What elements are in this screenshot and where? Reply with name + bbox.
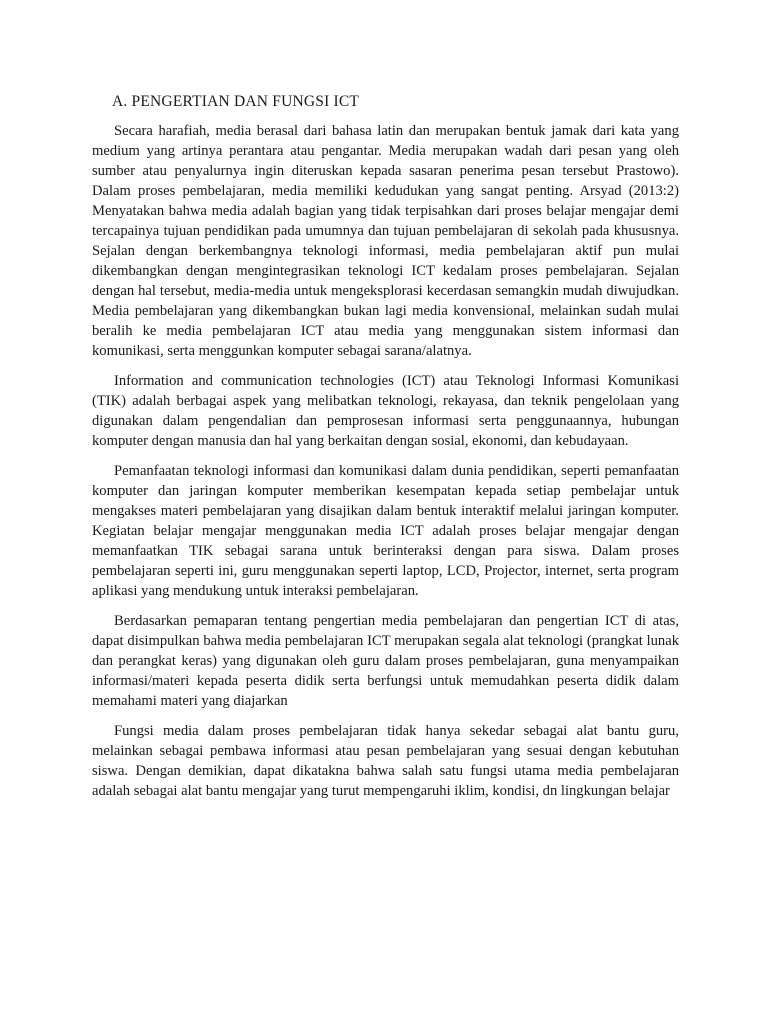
paragraph-definition-ict: Information and communication technologies (ICT) atau Teknologi Informasi Komunikasi (TIK) adalah berbagai aspek yang melibatkan teknologi, rekayasa, dan teknik pengelolaan yang digunakan dalam pengendalian dan pemprosesan informasi serta penggunaannya, hubungan komputer dengan manusia dan hal yang berkaitan dengan sosial, ekonomi, dan kebudayaan. — [92, 373, 679, 449]
paragraph-ict-in-education: Pemanfaatan teknologi informasi dan komunikasi dalam dunia pendidikan, seperti pemanfaatan komputer dan jaringan komputer memberikan kesempatan kepada setiap pembelajar untuk mengakses materi pembelajaran yang disajikan dalam bentuk interaktif melalui jaringan komputer. Kegiatan belajar mengajar menggunakan media ICT adalah proses belajar mengajar dengan memanfaatkan TIK sebagai sarana untuk berinteraksi dengan para siswa. Dalam proses pembelajaran seperti ini, guru menggunakan seperti laptop, LCD, Projector, internet, serta program aplikasi yang mendukung untuk interaksi pembelajaran. — [92, 463, 679, 599]
section-heading: A. PENGERTIAN DAN FUNGSI ICT — [112, 93, 360, 110]
document-body — [92, 92, 679, 801]
paragraph-conclusion: Berdasarkan pemaparan tentang pengertian media pembelajaran dan pengertian ICT di atas, dapat disimpulkan bahwa media pembelajaran ICT merupakan segala alat teknologi (prangkat lunak dan perangkat keras) yang digunakan oleh guru dalam proses pembelajaran, guna menyampaikan informasi/materi kepada peserta didik serta berfungsi untuk memudahkan peserta didik dalam memahami materi yang diajarkan — [92, 613, 679, 709]
paragraph-media-function: Fungsi media dalam proses pembelajaran tidak hanya sekedar sebagai alat bantu guru, melainkan sebagai pembawa informasi atau pesan pembelajaran yang sesuai dengan kebutuhan siswa. Dengan demikian, dapat dikatakna bahwa salah satu fungsi utama media pembelajaran adalah sebagai alat bantu mengajar yang turut mempengaruhi iklim, kondisi, dn lingkungan belajar — [92, 723, 679, 799]
paragraph-definition-media: Secara harafiah, media berasal dari bahasa latin dan merupakan bentuk jamak dari kata yang medium yang artinya perantara atau pengantar. Media merupakan wadah dari pesan yang oleh sumber atau penyalurnya ingin diteruskan kepada sasaran penerima pesan tersebut Prastowo). Dalam proses pembelajaran, media memiliki kedudukan yang sangat penting. Arsyad (2013:2) Menyatakan bahwa media adalah bagian yang tidak terpisahkan dari proses belajar mengajar demi tercapainya tujuan pendidikan pada umumnya dan tujuan pembelajaran di sekolah pada khususnya. Sejalan dengan berkembangnya teknologi informasi, media pembelajaran aktif pun mulai dikembangkan dengan mengintegrasikan teknologi ICT kedalam proses pembelajaran. Sejalan dengan hal tersebut, media-media untuk mengeksplorasi kecerdasan semangkin mudah diwujudkan. Media pembelajaran yang dikembangkan bukan lagi media konvensional, melainkan sudah mulai beralih ke media pembelajaran ICT atau media yang menggunakan sistem informasi dan komunikasi, serta menggunkan komputer sebagai sarana/alatnya. — [92, 123, 679, 359]
